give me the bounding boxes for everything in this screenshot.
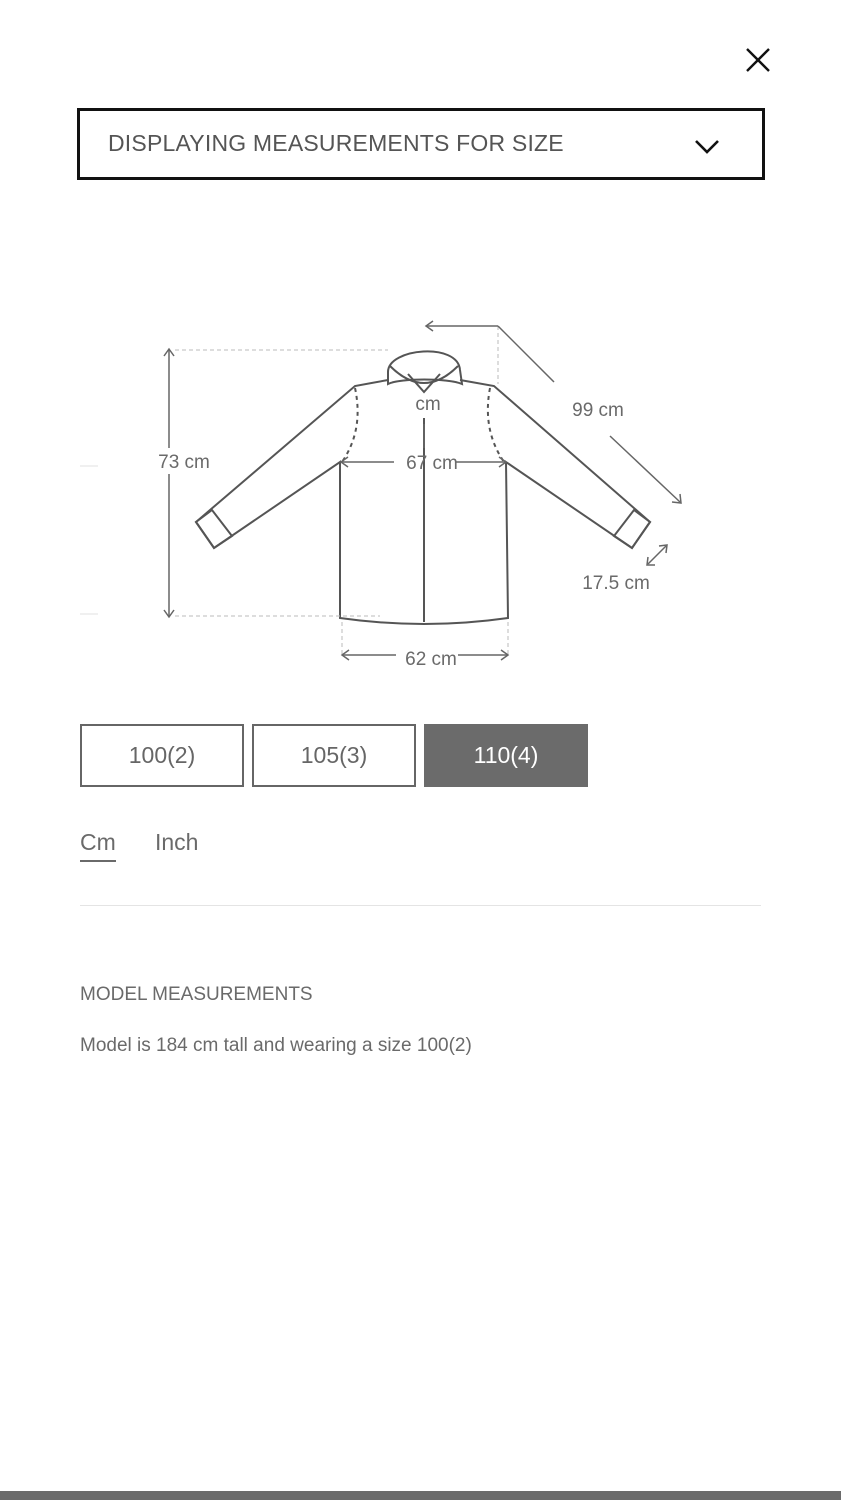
cuff-measurement-label: 17.5 cm bbox=[582, 573, 650, 594]
unit-toggle-cm[interactable]: Cm bbox=[80, 829, 116, 862]
bottom-bar bbox=[0, 1491, 841, 1500]
sleeve-measurement-label: 99 cm bbox=[572, 400, 624, 421]
garment-measurement-diagram bbox=[0, 300, 841, 690]
unit-toggle-inch[interactable]: Inch bbox=[155, 829, 199, 855]
collar-shape bbox=[388, 351, 462, 384]
size-select-label: DISPLAYING MEASUREMENTS FOR SIZE bbox=[108, 130, 564, 156]
chevron-down-icon bbox=[692, 135, 722, 157]
left-cuff bbox=[196, 510, 232, 548]
size-select-dropdown[interactable] bbox=[77, 108, 765, 180]
shoulder-measurement-label: cm bbox=[415, 394, 441, 415]
length-measurement-label: 73 cm bbox=[158, 452, 210, 473]
hem-measurement-label: 62 cm bbox=[405, 649, 457, 670]
size-button-100[interactable]: 100(2) bbox=[80, 724, 244, 787]
divider bbox=[80, 905, 761, 906]
size-button-105[interactable]: 105(3) bbox=[252, 724, 416, 787]
right-cuff bbox=[614, 510, 650, 548]
chest-measurement-label: 67 cm bbox=[406, 453, 458, 474]
size-button-110[interactable]: 110(4) bbox=[424, 724, 588, 787]
model-measurements-text: Model is 184 cm tall and wearing a size 100(2) bbox=[80, 1035, 472, 1056]
close-button[interactable] bbox=[738, 40, 778, 80]
close-icon bbox=[738, 40, 778, 80]
model-measurements-title: MODEL MEASUREMENTS bbox=[80, 984, 313, 1005]
